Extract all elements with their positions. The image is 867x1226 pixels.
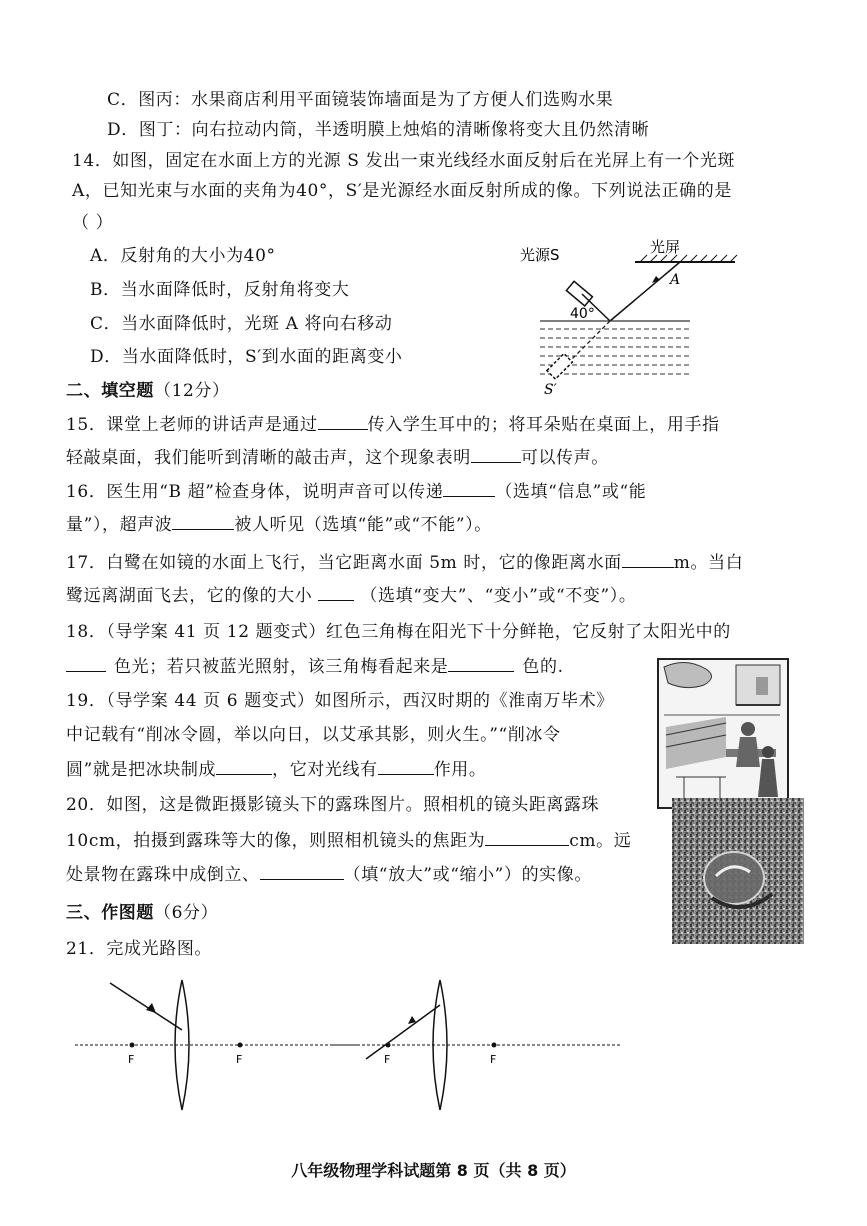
q14-option-a: A．反射角的大小为40° <box>90 246 276 266</box>
q13-option-d: D．图丁：向右拉动内筒，半透明膜上烛焰的清晰像将变大且仍然清晰 <box>107 120 650 140</box>
q17-line1: 17．白鹭在如镜的水面上飞行，当它距离水面 5m 时，它的像距离水面 m。当白 <box>66 553 744 573</box>
section2-heading: 二、填空题（12分） <box>66 381 230 401</box>
q15-line1: 15．课堂上老师的讲话声是通过 传入学生耳中的；将耳朵贴在桌面上，用手指 <box>66 415 720 435</box>
q14-option-d: D．当水面降低时，S′到水面的距离变小 <box>90 347 403 367</box>
lens-diagram-2 <box>332 980 620 1110</box>
q16-line2: 量”），超声波 被人听见（选填“能”或“不能”）。 <box>66 515 492 535</box>
q17-blank-2[interactable] <box>318 585 354 601</box>
q16-blank-2[interactable] <box>172 514 234 530</box>
q19-blank-1[interactable] <box>216 759 272 775</box>
q14-stem-line1: 14．如图，固定在水面上方的光源 S 发出一束光线经水面反射后在光屏上有一个光斑 <box>72 151 736 171</box>
q16-blank-1[interactable] <box>443 481 495 497</box>
q14-answer-bracket: （ ） <box>72 213 114 233</box>
page-footer: 八年级物理学科试题第 8 页（共 8 页） <box>291 1161 576 1180</box>
q18-blank-2[interactable] <box>448 656 514 672</box>
q15-line2: 轻敲桌面，我们能听到清晰的敲击声，这个现象表明 可以传声。 <box>66 448 609 468</box>
focus-label: F <box>384 1053 391 1066</box>
q20-line1: 20．如图，这是微距摄影镜头下的露珠图片。照相机的镜头距离露珠 <box>66 795 600 815</box>
q14-option-c: C．当水面降低时，光斑 A 将向右移动 <box>90 314 393 334</box>
image-source-icon <box>547 354 572 379</box>
section3-heading: 三、作图题（6分） <box>66 903 219 923</box>
focus-label: F <box>128 1053 135 1066</box>
q20-blank-2[interactable] <box>260 864 344 880</box>
q20-dewdrop-photo <box>672 798 804 944</box>
q18-line1: 18．（导学案 41 页 12 题变式）红色三角梅在阳光下十分鲜艳，它反射了太阳光中的 <box>66 622 731 642</box>
q20-line3: 处景物在露珠中成倒立、 （填“放大”或“缩小”）的实像。 <box>66 865 592 885</box>
q19-blank-2[interactable] <box>378 759 434 775</box>
light-source-icon <box>566 281 592 306</box>
screen-label: 光屏 <box>650 238 681 256</box>
q20-blank-1[interactable] <box>485 830 569 846</box>
q16-line1: 16．医生用“B 超”检查身体，说明声音可以传递 （选填“信息”或“能 <box>66 482 647 502</box>
q15-blank-1[interactable] <box>318 414 368 430</box>
q14-option-b: B．当水面降低时，反射角将变大 <box>90 280 350 300</box>
q15-blank-2[interactable] <box>471 447 521 463</box>
incident-ray-2 <box>366 1005 440 1059</box>
q19-line1: 19．（导学案 44 页 6 题变式）如图所示，西汉时期的《淮南万毕术》 <box>66 691 614 711</box>
dewdrop-shape <box>704 852 764 904</box>
focus-label: F <box>236 1053 243 1066</box>
lens-diagram-1 <box>75 980 360 1110</box>
q17-blank-1[interactable] <box>622 552 674 568</box>
q19-line3: 圆”就是把冰块制成 ，它对光线有 作用。 <box>66 760 487 780</box>
q19-ancient-illustration <box>656 657 790 810</box>
q20-line2: 10cm，拍摄到露珠等大的像，则照相机镜头的焦距为 cm。远 <box>66 831 632 851</box>
q14-reflection-figure <box>510 232 770 400</box>
focus-label: F <box>490 1053 497 1066</box>
q13-option-c: C．图丙：水果商店利用平面镜装饰墙面是为了方便人们选购水果 <box>107 90 614 110</box>
angle-label: 40° <box>570 306 595 322</box>
spot-label: A <box>670 272 681 288</box>
incident-ray-1 <box>110 983 182 1030</box>
q17-line2: 鹭远离湖面飞去，它的像的大小 （选填“变大”、“变小”或“不变”）。 <box>66 586 637 606</box>
q19-line2: 中记载有“削冰令圆，举以向日，以艾承其影，则火生。”“削冰令 <box>66 725 561 745</box>
image-label: S′ <box>544 382 557 398</box>
q14-stem-line2: A，已知光束与水面的夹角为40°，S′是光源经水面反射所成的像。下列说法正确的是 <box>72 181 732 201</box>
reflected-ray <box>610 262 680 321</box>
q21-lens-diagrams <box>70 975 790 1115</box>
q21-stem: 21．完成光路图。 <box>66 939 213 959</box>
q18-line2: 色光；若只被蓝光照射，该三角梅看起来是 色的. <box>66 656 564 678</box>
q18-blank-1[interactable] <box>66 656 106 672</box>
source-label: 光源S <box>520 246 560 264</box>
